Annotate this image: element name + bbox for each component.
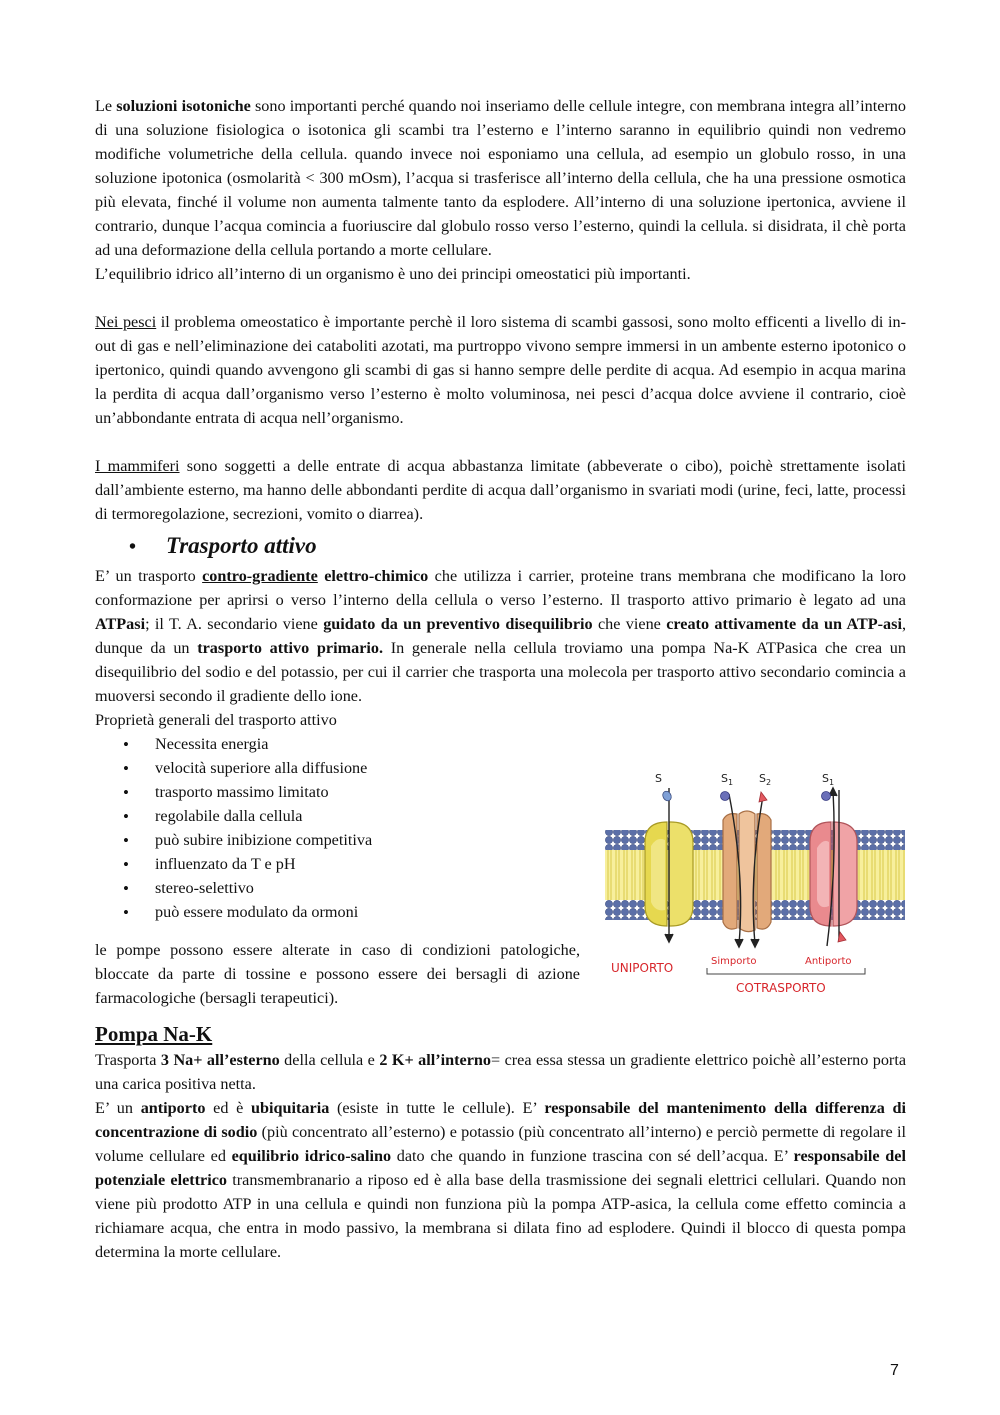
bold-term: antiporto [140,1099,206,1117]
bold-term: guidato da un preventivo disequilibrio [323,615,593,633]
page-number: 7 [890,1362,899,1379]
text-run: = crea essa stessa un gradiente elettrico poichè all’esterno porta una carica positiva netta. [95,1051,906,1093]
text-run: dato che quando in funzione trascina con sé dell’acqua. E’ [391,1147,794,1165]
list-item: • velocità superiore alla diffusione [95,756,906,780]
label-subscript: 2 [765,778,772,787]
heading-title: Trasporto attivo [166,533,317,558]
label-s1b [822,772,834,787]
cotransport-bracket [707,968,865,974]
bold-term: soluzioni isotoniche [116,97,251,115]
bold-term: 3 Na+ all’esterno [160,1051,280,1069]
text-run: (più concentrato all’esterno) e potassio (più concentrato all’interno) e perciò permette di regolare il volume cellulare ed [95,1123,906,1165]
properties-and-figure [95,708,906,1010]
label-letter: S [822,772,829,785]
section-heading-na-k-pump: Pompa Na-K [95,1022,213,1046]
label-s: S [655,772,662,785]
paragraph-pumps-altered: le pompe possono essere alterate in caso di condizioni patologiche, bloccate da parte di tossine e possono essere dei bersagli di azione farmacologiche (bersagli terapeutici). [95,941,580,1007]
label-subscript: 1 [828,778,835,787]
symporter-protein [723,811,771,932]
label-uniporto: UNIPORTO [611,961,674,975]
list-item: • Necessita energia [95,732,906,756]
list-item: • trasporto massimo limitato [95,780,906,804]
list-item: • influenzato da T e pH [95,852,906,876]
paragraph-isotonic [95,94,906,262]
membrane-transport-figure [605,756,905,1001]
paragraph-na-k-1 [95,1048,906,1096]
list-item: • può subire inibizione competitiva [95,828,906,852]
text-run: transmembranario a riposo ed è alla base della trasmissione dei segnali elettrici cellulari. Quando non viene più prodotto ATP in una cellula e quindi non funziona più la pompa ATP-asica, la cellula come effetto comincia a richiamare acqua, che entra in modo passivo, la membrana si dilata fino ad esplodere. Quindi il blocco di questa pompa determina la morte cellulare. [95,1171,907,1261]
bold-term: 2 K+ all’interno [379,1051,491,1069]
text-run: In generale nella cellula troviamo una pompa Na-K ATPasica che crea un disequilibrio del sodio e del potassio, per cui il carrier che trasporta una molecola per trasporto attivo secondario comincia a muoversi secondo il gradiente dello ione. [95,639,906,705]
bold-term: responsabile del potenziale elettrico [95,1147,906,1189]
label-s1 [721,772,733,787]
text-run: sono importanti perché quando noi inseriamo delle cellule integre, con membrana integra all’interno di una soluzione fisiologica o isotonica gli scambi tra l’esterno e l’interno saranno in equilibrio quindi non vedremo modifiche volumetriche della cellula. quando invece noi esponiamo una cellula, ad esempio un globulo rosso, in una soluzione ipotonica (osmolarità < 300 mOsm), l’acqua si trasferisce all’interno della cellula, che ha una pressione osmotica più elevata, finché il volume non aumenta talmente tanto da esplodere. All’interno di una soluzione ipertonica, avviene il contrario, dunque l’acqua comincia a fuoriuscire dal globulo rosso verso l’esterno, quindi la cellula. si disidrata, il chè porta ad una deformazione della cellula portando a morte cellulare. [95,97,906,259]
bold-term: ubiquitaria [251,1099,330,1117]
paragraph-fish [95,310,906,430]
text-run: E’ un [95,1099,141,1117]
list-item: • può essere modulato da ormoni [95,900,906,924]
label-antiporto: Antiporto [805,956,852,967]
bold-term: equilibrio idrico-salino [231,1147,392,1165]
text-run: che utilizza i carrier, proteine trans membrana che modificano la loro conformazione per aprirsi o verso l’interno della cellula o verso l’esterno. Il trasporto attivo primario è legato ad una [95,567,907,609]
list-item: • regolabile dalla cellula [95,804,906,828]
bold-term: responsabile del mantenimento della differenza di concentrazione di sodio [95,1099,906,1141]
text-run: E’ un trasporto [95,567,203,585]
paragraph-na-k-2 [95,1096,906,1264]
text-run: Trasporta [95,1051,161,1069]
text-run: il problema omeostatico è importante perchè il loro sistema di scambi gassosi, sono molto efficenti a livello di in-out di gas e nell’eliminazione dei cataboliti azotati, ma purtroppo vivono sempre immersi in un ambente esterno ipotonico o ipertonico, quindi quando avvengono gli scambi di gas si hanno sempre delle perdite di acqua. Ad esempio in acqua marina la perdita di acqua dall’organismo verso l’esterno è molto voluminosa, nei pesci d’acqua dolce avviene il contrario, cioè un’abbondante entrata di acqua nell’organismo. [95,313,906,427]
paragraph-mammals [95,454,906,526]
text-run: , dunque da un [95,615,906,657]
section-heading-active-transport [95,529,906,564]
underlined-term: Nei pesci [95,313,157,331]
label-subscript: 1 [727,778,734,787]
bold-term: trasporto attivo primario. [197,639,384,657]
label-cotrasporto: COTRASPORTO [736,981,826,995]
label-letter: S [759,772,766,785]
text-run: ; il T. A. secondario viene [145,615,324,633]
label-s2 [759,772,771,787]
text-run: che viene [592,615,667,633]
text-run: Le [95,97,117,115]
bold-term: ATPasi [95,615,146,633]
label-letter: S [721,772,728,785]
text-run: ed è [205,1099,252,1117]
paragraph-water-balance: L’equilibrio idrico all’interno di un organismo è uno dei principi omeostatici più importanti. [95,265,691,283]
underlined-term: I mammiferi [95,457,180,475]
heading-bullet: • [129,536,137,558]
list-item: • stereo-selettivo [95,876,906,900]
label-simporto: Simporto [711,956,757,967]
bold-term: creato attivamente da un ATP-asi [666,615,902,633]
text-run: sono soggetti a delle entrate di acqua abbastanza limitate (abbeverate o cibo), poichè strettamente isolati dall’ambiente esterno, ma hanno delle abbondanti perdite di acqua dall’organismo in svariati modi (urine, feci, latte, processi di termoregolazione, secrezioni, vomito o diarrea). [95,457,906,523]
bold-term: contro-gradiente [202,567,318,585]
paragraph-active-transport [95,564,906,708]
bold-term: elettro-chimico [324,567,429,585]
document-body [95,94,906,1264]
text-run: (esiste in tutte le cellule). E’ [329,1099,545,1117]
properties-title: Proprietà generali del trasporto attivo [95,711,337,729]
text-run: della cellula e [279,1051,380,1069]
